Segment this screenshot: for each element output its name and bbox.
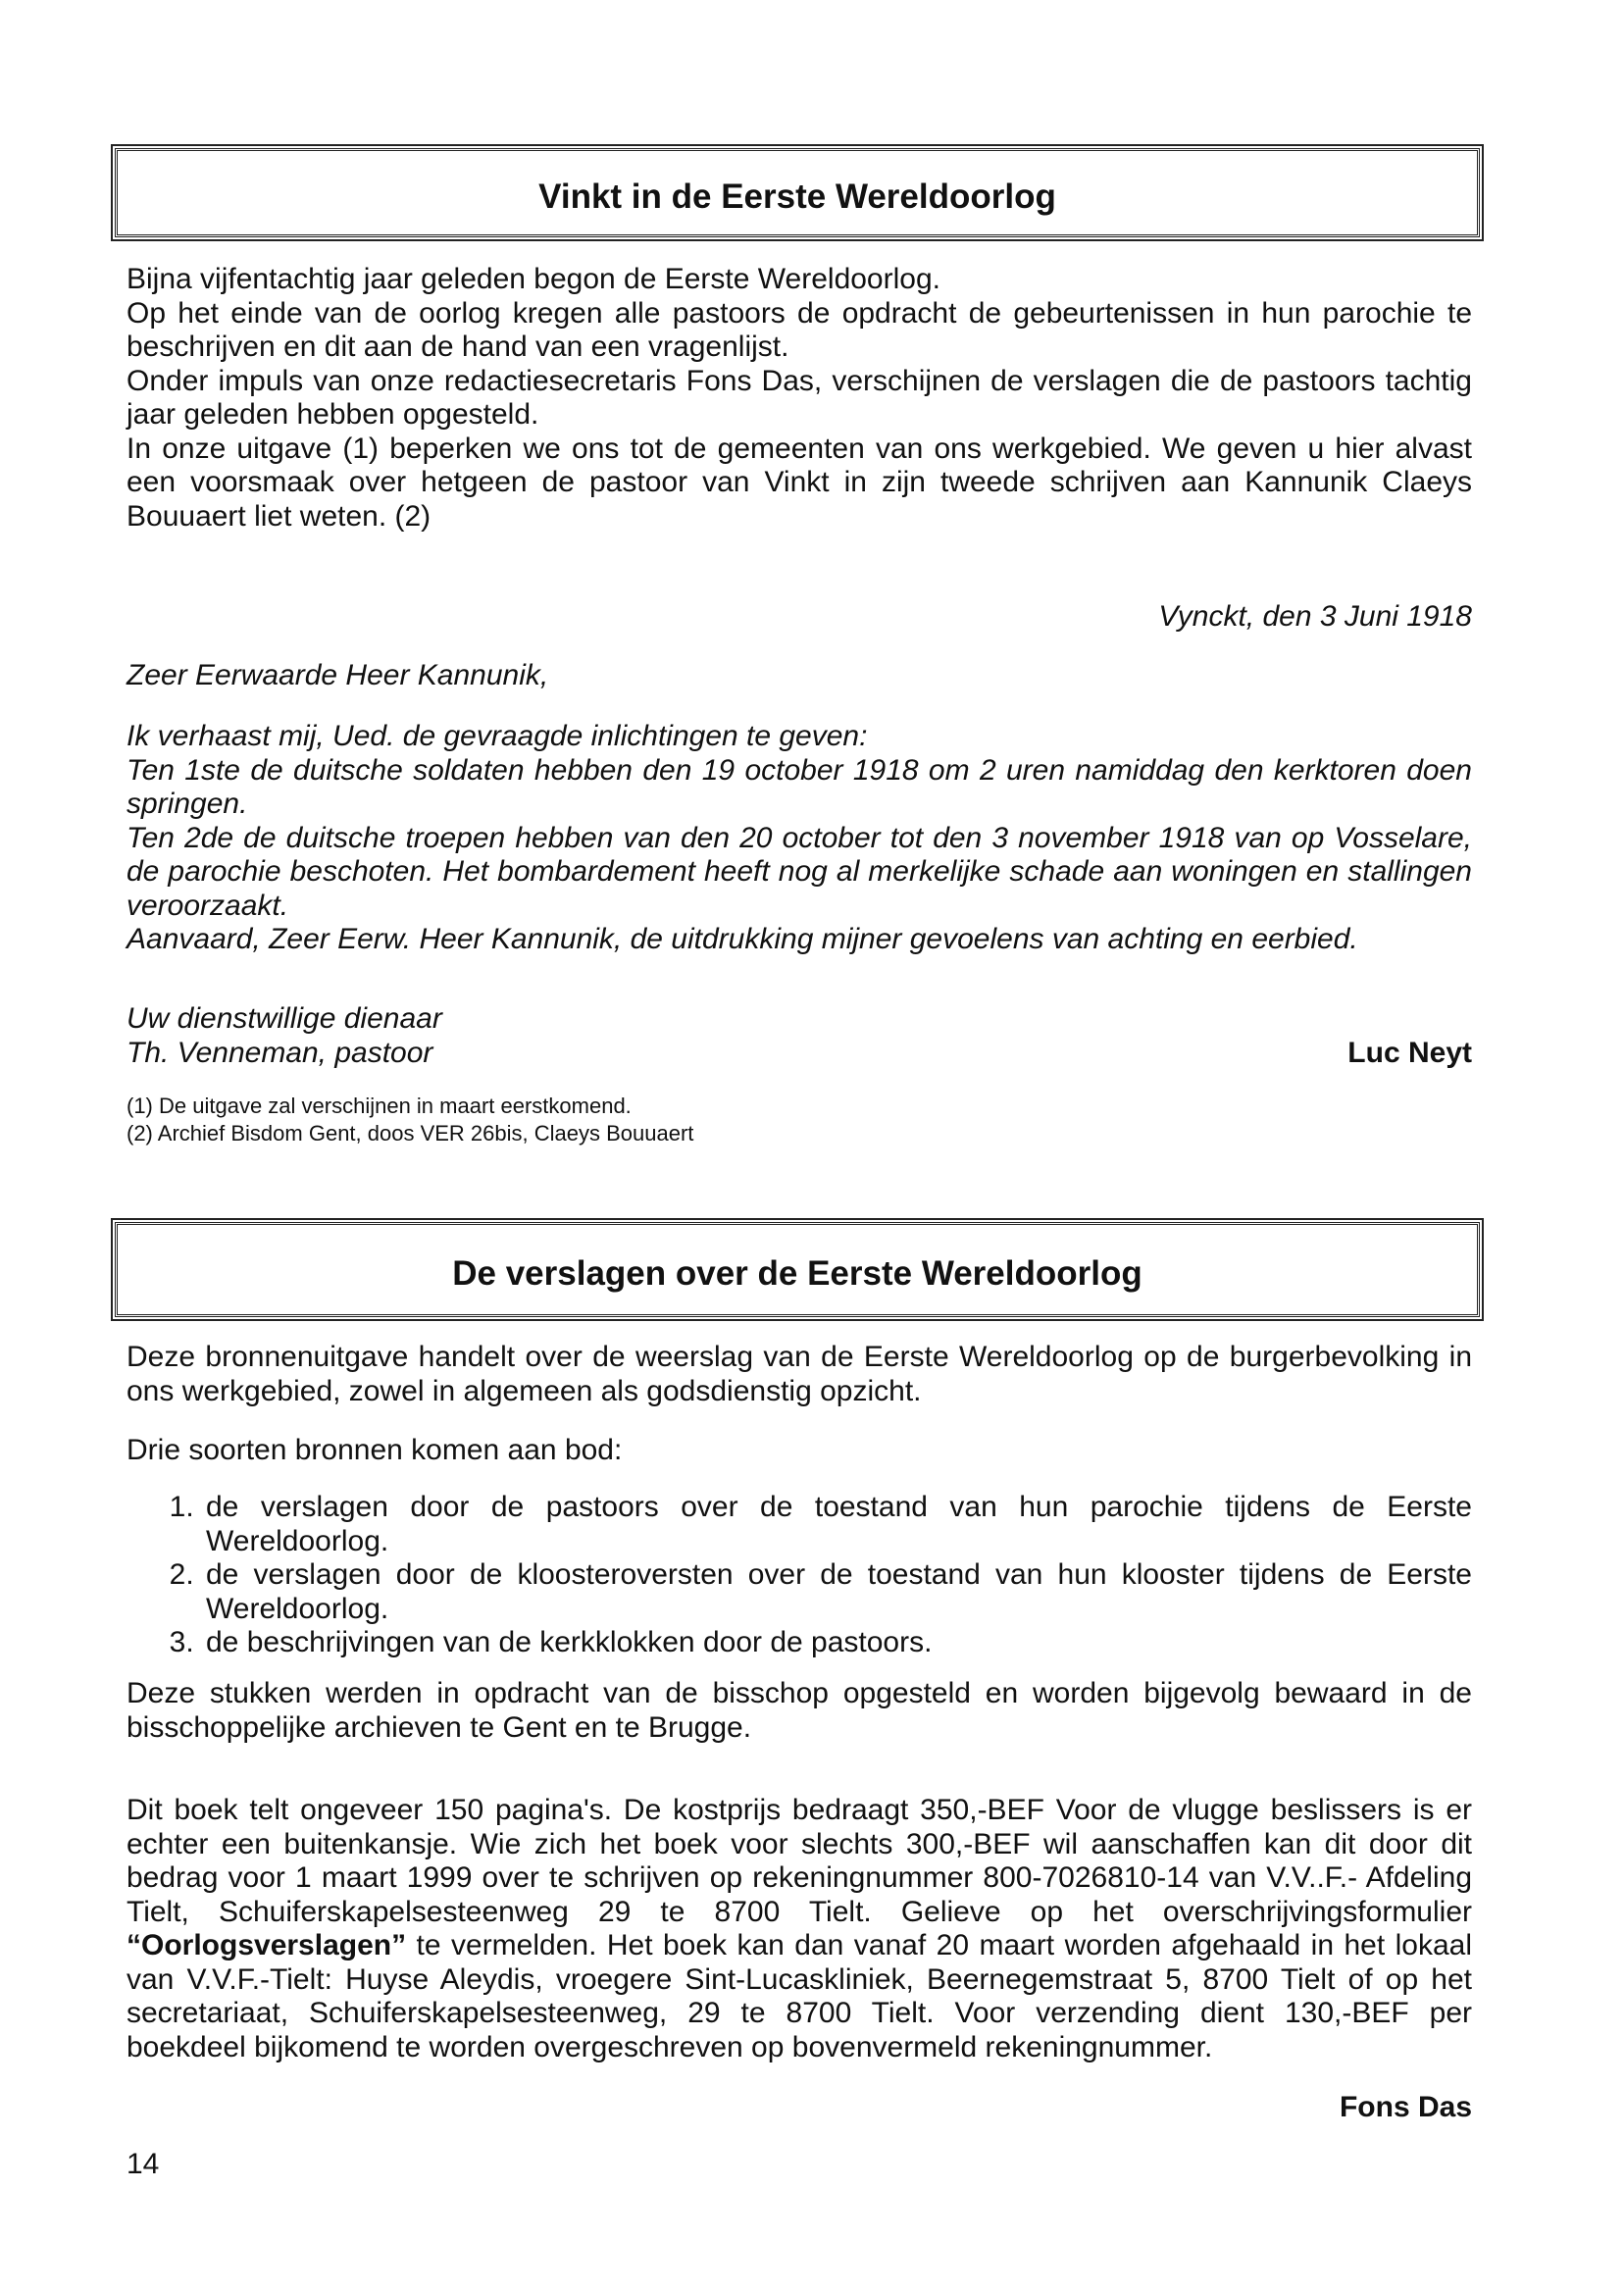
para4-text: te vermelden. Het boek kan dan vanaf 20 maart worden afgehaald in het lokaal van V.V.F.-Tielt: Huyse Aleydis, vroegere Sint-Lucaskliniek, Beernegemstraat 5, 8700 Tielt of op het secretariaat, Schuiferskapelsesteenweg, 29 te 8700 Tielt. Voor verzending dient 130,-BEF per boekdeel bijkomend te worden overgeschreven op bovenvermeld rekeningnummer.	[127, 1929, 1472, 2063]
letter-line: Ten 2de de duitsche troepen hebben van den 20 october tot den 3 november 1918 van op Vosselare, de parochie beschoten. Het bombardement heeft nog al merkelijke schade aan woningen en stallingen veroorzaakt.	[127, 821, 1472, 922]
article2-author: Fons Das	[1339, 2091, 1472, 2123]
letter-line: Ten 1ste de duitsche soldaten hebben den 19 october 1918 om 2 uren namiddag den kerktoren doen springen.	[127, 753, 1472, 820]
letter-place-date: Vynckt, den 3 Juni 1918	[1158, 600, 1472, 633]
para4-text: Dit boek telt ongeveer 150 pagina's. De kostprijs bedraagt 350,-BEF Voor de vlugge beslissers is er echter een buitenkansje. Wie zich het boek voor slechts 300,-BEF wil aanschaffen kan dit door dit bedrag voor 1 maart 1999 over te schrijven op rekeningnummer 800-7026810-14 van V.V..F.- Afdeling Tielt, Schuiferskapelsesteenweg 29 te 8700 Tielt. Gelieve op het overschrijvingsformulier	[127, 1794, 1472, 1928]
letter-line: Aanvaard, Zeer Eerw. Heer Kannunik, de uitdrukking mijner gevoelens van achting en eerbied.	[127, 923, 1358, 955]
letter-line: Ik verhaast mij, Ued. de gevraagde inlichtingen te geven:	[127, 720, 868, 752]
sources-list	[127, 1491, 1472, 1660]
intro-line: Onder impuls van onze redactiesecretaris Fons Das, verschijnen de verslagen die de pastoors tachtig jaar geleden hebben opgesteld.	[127, 364, 1472, 431]
letter-closing-block	[127, 1002, 1472, 1070]
article2-para2: Drie soorten bronnen komen aan bod:	[127, 1434, 623, 1466]
list-item: 2. de verslagen door de kloosteroversten over de toestand van hun klooster tijdens de Eerste Wereldoorlog.	[202, 1558, 1472, 1626]
footnote: (2) Archief Bisdom Gent, doos VER 26bis, Claeys Bouuaert	[127, 1121, 694, 1146]
intro-line: Bijna vijfentachtig jaar geleden begon de Eerste Wereldoorlog.	[127, 263, 940, 295]
signature-row	[127, 1037, 1472, 1071]
article1-title: Vinkt in de Eerste Wereldoorlog	[115, 148, 1480, 237]
list-item: 3. de beschrijvingen van de kerkklokken door de pastoors.	[202, 1626, 1472, 1660]
article2-title: De verslagen over de Eerste Wereldoorlog	[115, 1222, 1480, 1317]
intro-line: In onze uitgave (1) beperken we ons tot de gemeenten van ons werkgebied. We geven u hier alvast een voorsmaak over hetgeen de pastoor van Vinkt in zijn tweede schrijven aan Kannunik Claeys Bouuaert liet weten. (2)	[127, 432, 1472, 533]
footnote: (1) De uitgave zal verschijnen in maart eerstkomend.	[127, 1094, 632, 1118]
intro-line: Op het einde van de oorlog kregen alle pastoors de opdracht de gebeurtenissen in hun parochie te beschrijven en dit aan de hand van een vragenlijst.	[127, 296, 1472, 363]
list-item: 1. de verslagen door de pastoors over de toestand van hun parochie tijdens de Eerste Wereldoorlog.	[202, 1491, 1472, 1558]
letter-salutation: Zeer Eerwaarde Heer Kannunik,	[127, 659, 549, 691]
para4-emphasis: “Oorlogsverslagen”	[127, 1929, 407, 1961]
article1-intro	[127, 263, 1472, 534]
article2-para4	[127, 1794, 1472, 2064]
letter-body	[127, 720, 1472, 957]
article2-para1: Deze bronnenuitgave handelt over de weerslag van de Eerste Wereldoorlog op de burgerbevolking in ons werkgebied, zowel in algemeen als godsdienstig opzicht.	[127, 1341, 1472, 1407]
letter-signature: Th. Venneman, pastoor	[127, 1036, 433, 1069]
page-number: 14	[127, 2148, 160, 2180]
footnotes	[127, 1093, 1472, 1147]
article1-author: Luc Neyt	[1347, 1036, 1472, 1069]
article2-para3: Deze stukken werden in opdracht van de bisschop opgesteld en worden bijgevolg bewaard in de bisschoppelijke archieven te Gent en te Brugge.	[127, 1677, 1472, 1744]
letter-closing: Uw dienstwillige dienaar	[127, 1002, 442, 1035]
